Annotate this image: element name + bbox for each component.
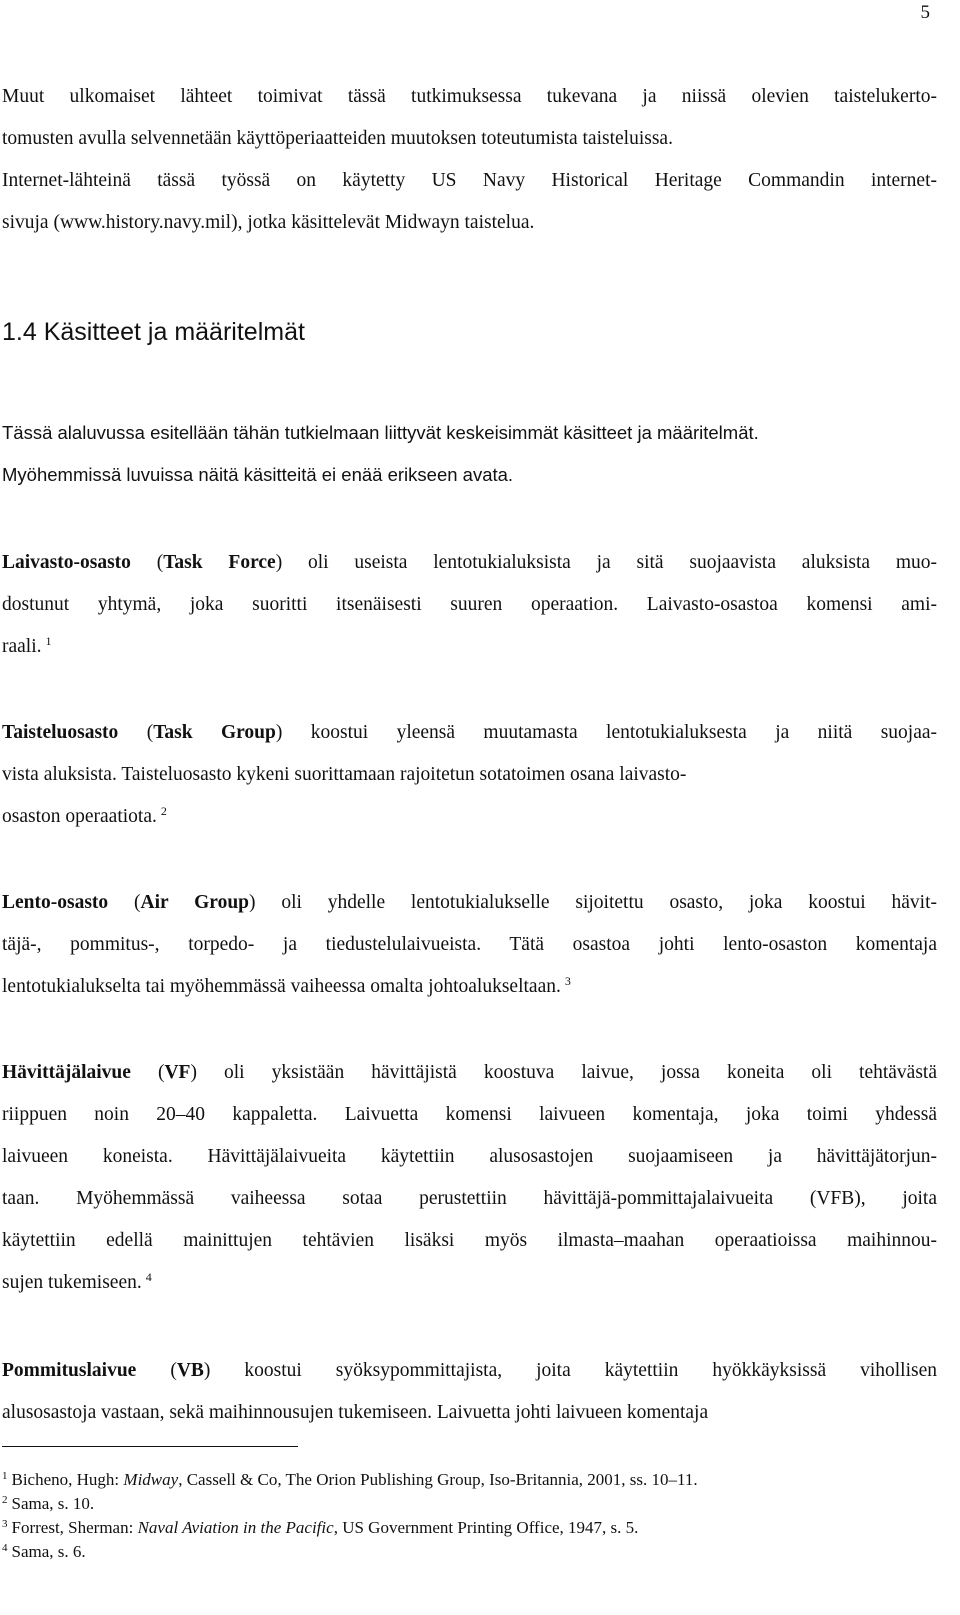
definition-term-en: Task Group	[153, 722, 276, 743]
definition-first-line: Lento-osasto (Air Group) oli yhdelle lentotukialukselle sijoitettu osasto, joka koostui hävit-	[2, 892, 937, 913]
definition-line: riippuen noin 20–40 kappaletta. Laivuetta komensi laivueen komentaja, joka toimi yhdessä	[2, 1104, 937, 1125]
footnote-text: Sama, s. 10.	[11, 1494, 95, 1513]
definition-line: alusosastoja vastaan, sekä maihinnousujen tukemiseen. Laivuetta johti laivueen komentaja	[2, 1402, 709, 1423]
definition-line: taan. Myöhemmässä vaiheessa sotaa perustettiin hävittäjä-pommittajalaivueita (VFB), joita	[2, 1188, 937, 1209]
footnote-divider	[2, 1446, 298, 1447]
intro-line: Internet-lähteinä tässä työssä on käytetty US Navy Historical Heritage Commandin internet-	[2, 170, 937, 191]
definition-text: koostui syöksypommittajista, joita käytettiin hyökkäyksissä vihollisen	[244, 1360, 937, 1381]
footnote	[2, 1492, 937, 1516]
definition-term-en: VF	[164, 1062, 191, 1083]
footnote-text: Forrest, Sherman:	[11, 1518, 138, 1537]
definition-line: täjä-, pommitus-, torpedo- ja tiedustelulaivueista. Tätä osastoa johti lento-osaston komentaja	[2, 934, 937, 955]
definition-text: oli yksistään hävittäjistä koostuva laivue, jossa koneita oli tehtävästä	[224, 1062, 937, 1083]
footnote-text: , US Government Printing Office, 1947, s. 5.	[333, 1518, 639, 1537]
definition-term: Pommituslaivue	[2, 1360, 137, 1381]
definition-term: Hävittäjälaivue	[2, 1062, 131, 1083]
footnote-text: Bicheno, Hugh:	[11, 1470, 124, 1489]
section-intro-line: Myöhemmissä luvuissa näitä käsitteitä ei enää erikseen avata.	[2, 464, 514, 485]
footnote-ref[interactable]: 1	[45, 634, 52, 648]
definition-text: oli yhdelle lentotukialukselle sijoitettu osasto, joka koostui hävit-	[281, 892, 937, 913]
definition-first-line: Pommituslaivue (VB) koostui syöksypommittajista, joita käytettiin hyökkäyksissä vihollisen	[2, 1360, 937, 1381]
footnote-text: Sama, s. 6.	[11, 1542, 86, 1561]
section-heading: 1.4 Käsitteet ja määritelmät	[2, 318, 305, 346]
footnote-number: 2	[2, 1494, 8, 1506]
definition-paragraph	[2, 882, 937, 1008]
definition-text: lentotukialukselta tai myöhemmässä vaiheessa omalta johtoalukseltaan.	[2, 976, 561, 997]
definition-first-line: Hävittäjälaivue (VF) oli yksistään hävittäjistä koostuva laivue, jossa koneita oli tehtävästä	[2, 1062, 937, 1083]
definition-line	[2, 1262, 937, 1304]
definition-text: koostui yleensä muutamasta lentotukialuksesta ja niitä suojaa-	[310, 722, 938, 743]
definition-line	[2, 966, 937, 1008]
footnotes-list	[2, 1468, 937, 1564]
definition-first-line: Taisteluosasto (Task Group) koostui yleensä muutamasta lentotukialuksesta ja niitä suojaa-	[2, 722, 938, 743]
definition-text: sujen tukemiseen.	[2, 1272, 142, 1293]
definition-paragraph	[2, 1052, 937, 1304]
footnote	[2, 1516, 937, 1540]
footnote-title: Midway	[123, 1470, 179, 1489]
page-number: 5	[920, 2, 930, 23]
definition-line: vista aluksista. Taisteluosasto kykeni suorittamaan rajoitetun sotatoimen osana laivasto-	[2, 764, 687, 785]
definition-term-en: VB	[176, 1360, 204, 1381]
footnote-ref[interactable]: 3	[564, 974, 571, 988]
intro-line: tomusten avulla selvennetään käyttöperiaatteiden muutoksen toteutumista taisteluissa.	[2, 128, 673, 149]
footnote-ref[interactable]: 4	[145, 1270, 152, 1284]
definition-first-line: Laivasto-osasto (Task Force) oli useista lentotukialuksista ja sitä suojaavista aluksista muo-	[2, 552, 937, 573]
definition-text: osaston operaatiota.	[2, 806, 157, 827]
definition-term: Laivasto-osasto	[2, 552, 131, 573]
definition-line	[2, 626, 937, 668]
definition-term: Lento-osasto	[2, 892, 109, 913]
definition-paragraph	[2, 542, 937, 668]
footnote-text: , Cassell & Co, The Orion Publishing Group, Iso-Britannia, 2001, ss. 10–11.	[178, 1470, 698, 1489]
footnote-ref[interactable]: 2	[160, 804, 167, 818]
section-intro-line: Tässä alaluvussa esitellään tähän tutkielmaan liittyvät keskeisimmät käsitteet ja määritelmät.	[2, 422, 759, 443]
definition-term: Taisteluosasto	[2, 722, 119, 743]
intro-line: Muut ulkomaiset lähteet toimivat tässä tutkimuksessa tukevana ja niissä olevien taistelukerto-	[2, 86, 937, 107]
section-intro-paragraph	[2, 412, 937, 496]
definition-text: raali.	[2, 636, 42, 657]
definition-line: käytettiin edellä mainittujen tehtävien lisäksi myös ilmasta–maahan operaatioissa maihinnou-	[2, 1230, 937, 1251]
definition-text: oli useista lentotukialuksista ja sitä suojaavista aluksista muo-	[308, 552, 937, 573]
footnote-number: 1	[2, 1470, 8, 1482]
intro-line: sivuja (www.history.navy.mil), jotka käsittelevät Midwayn taistelua.	[2, 212, 535, 233]
footnote-title: Naval Aviation in the Pacific	[137, 1518, 334, 1537]
definition-term-en: Task Force	[163, 552, 276, 573]
definition-term-en: Air Group	[140, 892, 250, 913]
definition-line: laivueen koneista. Hävittäjälaivueita käytettiin alusosastojen suojaamiseen ja hävittäjätorjun-	[2, 1146, 937, 1167]
footnote-number: 4	[2, 1542, 8, 1554]
footnote	[2, 1468, 937, 1492]
footnote-number: 3	[2, 1518, 8, 1530]
definition-line	[2, 796, 937, 838]
definition-line: dostunut yhtymä, joka suoritti itsenäisesti suuren operaation. Laivasto-osastoa komensi ami-	[2, 594, 937, 615]
definition-paragraph	[2, 712, 937, 838]
footnote	[2, 1540, 937, 1564]
definition-paragraph	[2, 1350, 937, 1434]
intro-paragraph	[2, 76, 937, 244]
